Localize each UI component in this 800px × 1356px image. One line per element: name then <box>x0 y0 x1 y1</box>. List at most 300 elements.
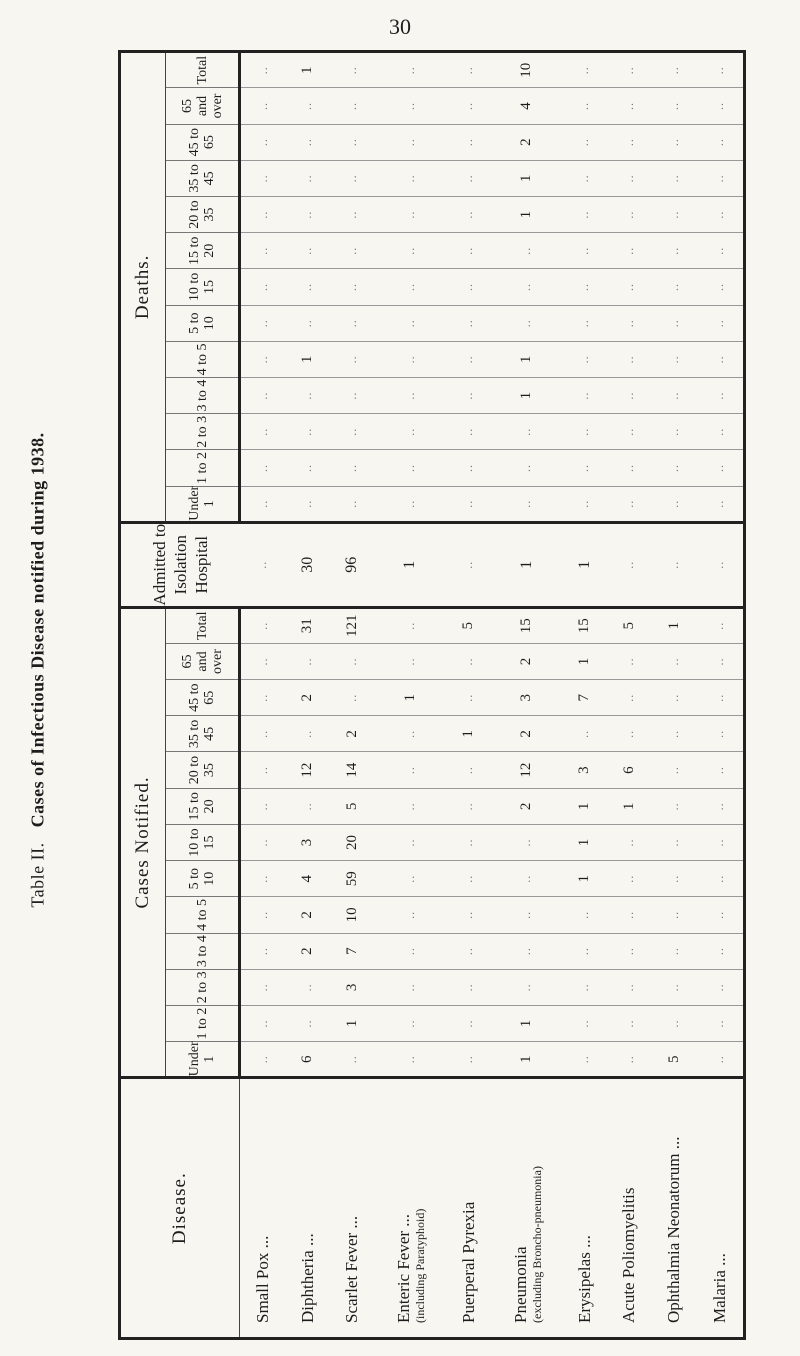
deaths-cell: .. <box>562 88 607 124</box>
admitted-cell: 30 <box>285 522 330 607</box>
deaths-cell: .. <box>285 196 330 232</box>
deaths-cell: .. <box>330 305 375 341</box>
cases-age-header: 15 to 20 <box>166 788 240 824</box>
deaths-cell: .. <box>652 160 697 196</box>
disease-name <box>285 1078 330 1339</box>
deaths-cell: .. <box>607 414 652 450</box>
cases-cell: .. <box>285 788 330 824</box>
page-number: 30 <box>389 14 411 39</box>
cases-cell: .. <box>285 969 330 1005</box>
deaths-cell: .. <box>652 450 697 486</box>
cases-cell: .. <box>491 969 563 1005</box>
cases-age-header: 5 to 10 <box>166 861 240 897</box>
cases-cell: .. <box>607 897 652 933</box>
cases-cell: .. <box>696 788 744 824</box>
cases-cell: .. <box>712 1055 727 1064</box>
cases-cell: 2 <box>330 716 375 752</box>
disease-label: Small Pox ... <box>252 1235 272 1323</box>
deaths-cell: .. <box>562 124 607 160</box>
deaths-cell: .. <box>491 450 563 486</box>
disease-name <box>375 1078 447 1339</box>
deaths-cell: .. <box>696 124 744 160</box>
deaths-cell: .. <box>330 52 375 88</box>
cases-cell: .. <box>446 861 491 897</box>
cases-age-header: 3 to 4 <box>166 933 240 969</box>
deaths-cell: .. <box>607 450 652 486</box>
cases-cell: 15 <box>491 607 563 643</box>
deaths-age-header: 2 to 3 <box>166 414 240 450</box>
deaths-cell: .. <box>255 499 270 508</box>
deaths-cell: .. <box>446 305 491 341</box>
cases-cell: 10 <box>330 897 375 933</box>
cases-cell: 7 <box>562 680 607 716</box>
cases-cell: 12 <box>491 752 563 788</box>
cases-cell: .. <box>652 788 697 824</box>
cases-cell: .. <box>696 897 744 933</box>
cases-cell: .. <box>652 861 697 897</box>
cases-cell: .. <box>240 1005 286 1041</box>
deaths-cell: .. <box>330 450 375 486</box>
disease-header: Disease. <box>120 1078 240 1339</box>
deaths-cell: .. <box>240 88 286 124</box>
cases-cell: .. <box>375 607 447 643</box>
deaths-cell: .. <box>375 341 447 377</box>
cases-cell: .. <box>652 643 697 679</box>
cases-cell: 2 <box>491 788 563 824</box>
deaths-cell: .. <box>375 377 447 413</box>
deaths-cell: .. <box>375 450 447 486</box>
cases-age-header: 4 to 5 <box>166 897 240 933</box>
disease-note: (excluding Broncho-pneumonia) <box>529 1166 544 1323</box>
cases-cell: .. <box>330 680 375 716</box>
disease-name <box>562 1078 607 1339</box>
cases-cell: .. <box>696 861 744 897</box>
cases-cell: 1 <box>330 1005 375 1041</box>
infectious-disease-table <box>118 50 746 1340</box>
cases-cell: .. <box>652 824 697 860</box>
deaths-cell: .. <box>330 414 375 450</box>
cases-cell: .. <box>491 824 563 860</box>
deaths-cell: .. <box>344 499 359 508</box>
deaths-age-header: Under 1 <box>166 486 240 522</box>
cases-cell: .. <box>375 788 447 824</box>
deaths-cell: .. <box>446 124 491 160</box>
cases-age-header: 20 to 35 <box>166 752 240 788</box>
deaths-cell: .. <box>562 269 607 305</box>
cases-cell: .. <box>696 969 744 1005</box>
cases-cell: .. <box>375 933 447 969</box>
admitted-cell: .. <box>696 522 744 607</box>
cases-cell: .. <box>607 1005 652 1041</box>
deaths-cell: .. <box>696 341 744 377</box>
deaths-cell: .. <box>607 305 652 341</box>
cases-cell: 2 <box>285 680 330 716</box>
deaths-cell: .. <box>446 233 491 269</box>
table-row <box>330 52 375 1339</box>
cases-cell: 1 <box>562 643 607 679</box>
cases-cell: .. <box>240 933 286 969</box>
deaths-cell: .. <box>666 499 681 508</box>
cases-cell: .. <box>285 1005 330 1041</box>
cases-cell: .. <box>652 680 697 716</box>
deaths-cell: .. <box>607 269 652 305</box>
cases-cell: .. <box>375 969 447 1005</box>
deaths-cell: .. <box>696 414 744 450</box>
cases-cell: .. <box>330 643 375 679</box>
admitted-cell: .. <box>446 522 491 607</box>
disease-name <box>652 1078 697 1339</box>
cases-cell: .. <box>446 824 491 860</box>
deaths-cell: .. <box>696 160 744 196</box>
cases-cell: .. <box>375 716 447 752</box>
deaths-cell: .. <box>652 124 697 160</box>
deaths-cell: .. <box>562 305 607 341</box>
deaths-cell: 10 <box>491 52 563 88</box>
cases-cell: .. <box>375 752 447 788</box>
deaths-cell: .. <box>240 377 286 413</box>
cases-cell: 1 <box>607 788 652 824</box>
cases-cell: .. <box>652 933 697 969</box>
cases-cell: .. <box>375 824 447 860</box>
cases-cell: .. <box>562 933 607 969</box>
cases-cell: .. <box>577 1055 592 1064</box>
deaths-cell: .. <box>446 269 491 305</box>
deaths-cell: .. <box>240 160 286 196</box>
cases-cell: 2 <box>285 897 330 933</box>
cases-cell: .. <box>491 897 563 933</box>
disease-name <box>491 1078 563 1339</box>
deaths-cell: 1 <box>491 160 563 196</box>
deaths-cell: .. <box>607 377 652 413</box>
deaths-cell: .. <box>696 196 744 232</box>
cases-cell: .. <box>240 788 286 824</box>
table-row <box>652 52 697 1339</box>
deaths-age-header: 20 to 35 <box>166 196 240 232</box>
deaths-cell: .. <box>696 269 744 305</box>
deaths-header: Deaths. <box>120 52 166 523</box>
deaths-cell: .. <box>240 124 286 160</box>
cases-cell: 1 <box>375 680 447 716</box>
deaths-cell: .. <box>285 124 330 160</box>
deaths-cell: .. <box>652 377 697 413</box>
disease-label: Diphtheria ... <box>297 1233 317 1323</box>
cases-cell: .. <box>446 752 491 788</box>
deaths-cell: .. <box>461 499 476 508</box>
deaths-cell: .. <box>446 196 491 232</box>
cases-cell: .. <box>240 861 286 897</box>
deaths-age-header: 10 to 15 <box>166 269 240 305</box>
deaths-cell: .. <box>240 269 286 305</box>
admitted-cell: .. <box>240 522 286 607</box>
deaths-cell: .. <box>375 233 447 269</box>
disease-name <box>607 1078 652 1339</box>
deaths-age-header: 4 to 5 <box>166 341 240 377</box>
deaths-cell: .. <box>300 499 315 508</box>
deaths-age-header: 1 to 2 <box>166 450 240 486</box>
table-caption: Cases of Infectious Disease notified during 1938. <box>27 432 48 828</box>
cases-cell: .. <box>446 788 491 824</box>
deaths-cell: .. <box>285 414 330 450</box>
cases-cell: .. <box>491 861 563 897</box>
cases-cell: .. <box>375 1005 447 1041</box>
deaths-cell: .. <box>696 377 744 413</box>
admitted-header: Admitted to Isolation Hospital <box>120 522 240 607</box>
deaths-cell: .. <box>285 160 330 196</box>
cases-cell: .. <box>607 680 652 716</box>
deaths-cell: .. <box>562 160 607 196</box>
cases-cell: .. <box>285 716 330 752</box>
cases-age-header: Total <box>166 607 240 643</box>
admitted-cell: 1 <box>375 522 447 607</box>
cases-cell: .. <box>652 716 697 752</box>
deaths-cell: .. <box>607 196 652 232</box>
cases-cell: .. <box>652 1005 697 1041</box>
cases-cell: .. <box>607 969 652 1005</box>
deaths-cell: .. <box>652 196 697 232</box>
cases-age-header: 65 and over <box>166 643 240 679</box>
deaths-cell: 1 <box>491 377 563 413</box>
cases-cell: 2 <box>285 933 330 969</box>
cases-cell: .. <box>607 643 652 679</box>
cases-cell: 1 <box>446 716 491 752</box>
cases-cell: .. <box>607 933 652 969</box>
deaths-cell: .. <box>375 414 447 450</box>
cases-cell: 20 <box>330 824 375 860</box>
deaths-cell: .. <box>330 377 375 413</box>
cases-cell: .. <box>562 716 607 752</box>
table-row <box>562 52 607 1339</box>
table-row <box>491 52 563 1339</box>
cases-cell: .. <box>696 680 744 716</box>
cases-cell: 6 <box>299 1055 316 1063</box>
cases-cell: .. <box>562 897 607 933</box>
disease-label: Malaria ... <box>709 1253 729 1323</box>
disease-label: Acute Poliomyelitis <box>619 1187 639 1323</box>
cases-cell: 5 <box>607 607 652 643</box>
cases-cell: 15 <box>562 607 607 643</box>
table-label: Table II. <box>27 842 48 908</box>
deaths-cell: .. <box>491 269 563 305</box>
disease-name <box>696 1078 744 1339</box>
cases-cell: .. <box>696 607 744 643</box>
table-row <box>375 52 447 1339</box>
cases-age-header: 2 to 3 <box>166 969 240 1005</box>
deaths-cell: .. <box>562 341 607 377</box>
deaths-cell: .. <box>696 88 744 124</box>
disease-name <box>446 1078 491 1339</box>
deaths-cell: .. <box>562 377 607 413</box>
deaths-cell: .. <box>446 341 491 377</box>
cases-cell: .. <box>446 897 491 933</box>
admitted-cell: .. <box>652 522 697 607</box>
deaths-cell: .. <box>375 196 447 232</box>
cases-cell: 3 <box>330 969 375 1005</box>
deaths-cell: .. <box>240 305 286 341</box>
deaths-cell: .. <box>607 233 652 269</box>
deaths-cell: .. <box>446 88 491 124</box>
disease-label: Enteric Fever ... <box>394 1213 414 1323</box>
deaths-cell: .. <box>240 414 286 450</box>
cases-cell: .. <box>375 897 447 933</box>
cases-cell: 2 <box>491 716 563 752</box>
cases-cell: .. <box>240 752 286 788</box>
cases-cell: .. <box>696 1005 744 1041</box>
cases-cell: .. <box>446 969 491 1005</box>
cases-cell: 14 <box>330 752 375 788</box>
deaths-cell: .. <box>562 52 607 88</box>
cases-cell: .. <box>375 861 447 897</box>
cases-cell: .. <box>562 1005 607 1041</box>
cases-cell: 4 <box>285 861 330 897</box>
cases-cell: .. <box>696 824 744 860</box>
deaths-cell: .. <box>330 124 375 160</box>
deaths-cell: .. <box>621 499 636 508</box>
cases-cell: .. <box>240 680 286 716</box>
cases-cell: .. <box>446 643 491 679</box>
deaths-age-header: 65 and over <box>166 88 240 124</box>
cases-cell: .. <box>652 897 697 933</box>
disease-name <box>240 1078 286 1339</box>
cases-cell: .. <box>375 643 447 679</box>
deaths-cell: .. <box>446 377 491 413</box>
cases-cell: .. <box>607 824 652 860</box>
deaths-cell: .. <box>375 305 447 341</box>
deaths-cell: .. <box>375 269 447 305</box>
cases-cell: .. <box>446 680 491 716</box>
deaths-cell: .. <box>652 414 697 450</box>
deaths-cell: .. <box>652 52 697 88</box>
table-row <box>607 52 652 1339</box>
disease-label: Erysipelas ... <box>574 1235 594 1323</box>
cases-age-header: Under 1 <box>166 1042 240 1078</box>
cases-age-header: 1 to 2 <box>166 1005 240 1041</box>
deaths-cell: .. <box>519 499 534 508</box>
deaths-cell: 1 <box>491 341 563 377</box>
cases-cell: 5 <box>446 607 491 643</box>
cases-cell: 1 <box>518 1055 535 1063</box>
cases-cell: .. <box>607 716 652 752</box>
cases-cell: 1 <box>652 607 697 643</box>
deaths-cell: .. <box>285 233 330 269</box>
admitted-cell: 1 <box>562 522 607 607</box>
cases-cell: .. <box>461 1055 476 1064</box>
disease-label: Pneumonia <box>510 1246 530 1323</box>
cases-cell: .. <box>240 643 286 679</box>
cases-cell: .. <box>240 716 286 752</box>
disease-label: Puerperal Pyrexia <box>458 1201 478 1323</box>
disease-label: Scarlet Fever ... <box>342 1215 362 1323</box>
cases-cell: 1 <box>562 861 607 897</box>
cases-cell: 3 <box>285 824 330 860</box>
deaths-cell: .. <box>652 88 697 124</box>
deaths-cell: .. <box>330 196 375 232</box>
deaths-cell: .. <box>577 499 592 508</box>
deaths-cell: .. <box>285 377 330 413</box>
cases-cell: 3 <box>562 752 607 788</box>
deaths-age-header: 35 to 45 <box>166 160 240 196</box>
cases-cell: .. <box>240 824 286 860</box>
cases-cell: .. <box>255 1055 270 1064</box>
deaths-cell: .. <box>375 124 447 160</box>
deaths-cell: .. <box>285 269 330 305</box>
cases-cell: .. <box>652 969 697 1005</box>
deaths-cell: .. <box>285 450 330 486</box>
cases-cell: 1 <box>562 824 607 860</box>
deaths-cell: .. <box>607 341 652 377</box>
deaths-age-header: 15 to 20 <box>166 233 240 269</box>
deaths-cell: .. <box>562 196 607 232</box>
deaths-age-header: 45 to 65 <box>166 124 240 160</box>
deaths-cell: .. <box>607 124 652 160</box>
deaths-cell: .. <box>402 499 417 508</box>
cases-cell: .. <box>621 1055 636 1064</box>
cases-cell: 3 <box>491 680 563 716</box>
deaths-cell: .. <box>240 52 286 88</box>
admitted-cell: 96 <box>330 522 375 607</box>
deaths-cell: .. <box>652 233 697 269</box>
deaths-cell: .. <box>696 450 744 486</box>
table-row <box>696 52 744 1339</box>
cases-cell: 1 <box>491 1005 563 1041</box>
deaths-cell: .. <box>696 233 744 269</box>
deaths-cell: 2 <box>491 124 563 160</box>
deaths-cell: .. <box>240 341 286 377</box>
cases-cell: 121 <box>330 607 375 643</box>
cases-cell: .. <box>696 752 744 788</box>
cases-cell: .. <box>344 1055 359 1064</box>
deaths-cell: .. <box>446 414 491 450</box>
cases-cell: .. <box>696 933 744 969</box>
deaths-cell: .. <box>446 52 491 88</box>
deaths-cell: .. <box>375 160 447 196</box>
deaths-age-header: 5 to 10 <box>166 305 240 341</box>
cases-notified-header: Cases Notified. <box>120 607 166 1078</box>
cases-cell: 2 <box>491 643 563 679</box>
cases-cell: 5 <box>665 1055 682 1063</box>
cases-cell: .. <box>446 933 491 969</box>
deaths-cell: .. <box>652 269 697 305</box>
admitted-cell: .. <box>607 522 652 607</box>
deaths-cell: .. <box>562 233 607 269</box>
deaths-cell: .. <box>491 305 563 341</box>
deaths-cell: .. <box>491 233 563 269</box>
data-table <box>118 50 746 1340</box>
deaths-cell: .. <box>330 88 375 124</box>
cases-cell: .. <box>285 643 330 679</box>
deaths-cell: 1 <box>285 341 330 377</box>
deaths-age-header: 3 to 4 <box>166 377 240 413</box>
deaths-cell: .. <box>607 52 652 88</box>
cases-cell: .. <box>446 1005 491 1041</box>
disease-label: Ophthalmia Neonatorum ... <box>664 1136 684 1323</box>
cases-age-header: 35 to 45 <box>166 716 240 752</box>
deaths-cell: .. <box>562 414 607 450</box>
deaths-cell: .. <box>240 196 286 232</box>
deaths-cell: .. <box>330 269 375 305</box>
cases-cell: .. <box>240 897 286 933</box>
deaths-cell: 1 <box>285 52 330 88</box>
cases-cell: 59 <box>330 861 375 897</box>
deaths-age-header: Total <box>166 52 240 88</box>
deaths-cell: .. <box>446 450 491 486</box>
cases-cell: .. <box>240 607 286 643</box>
deaths-cell: .. <box>696 52 744 88</box>
deaths-cell: 4 <box>491 88 563 124</box>
cases-cell: .. <box>562 969 607 1005</box>
deaths-cell: .. <box>696 305 744 341</box>
deaths-cell: .. <box>375 88 447 124</box>
cases-age-header: 45 to 65 <box>166 680 240 716</box>
